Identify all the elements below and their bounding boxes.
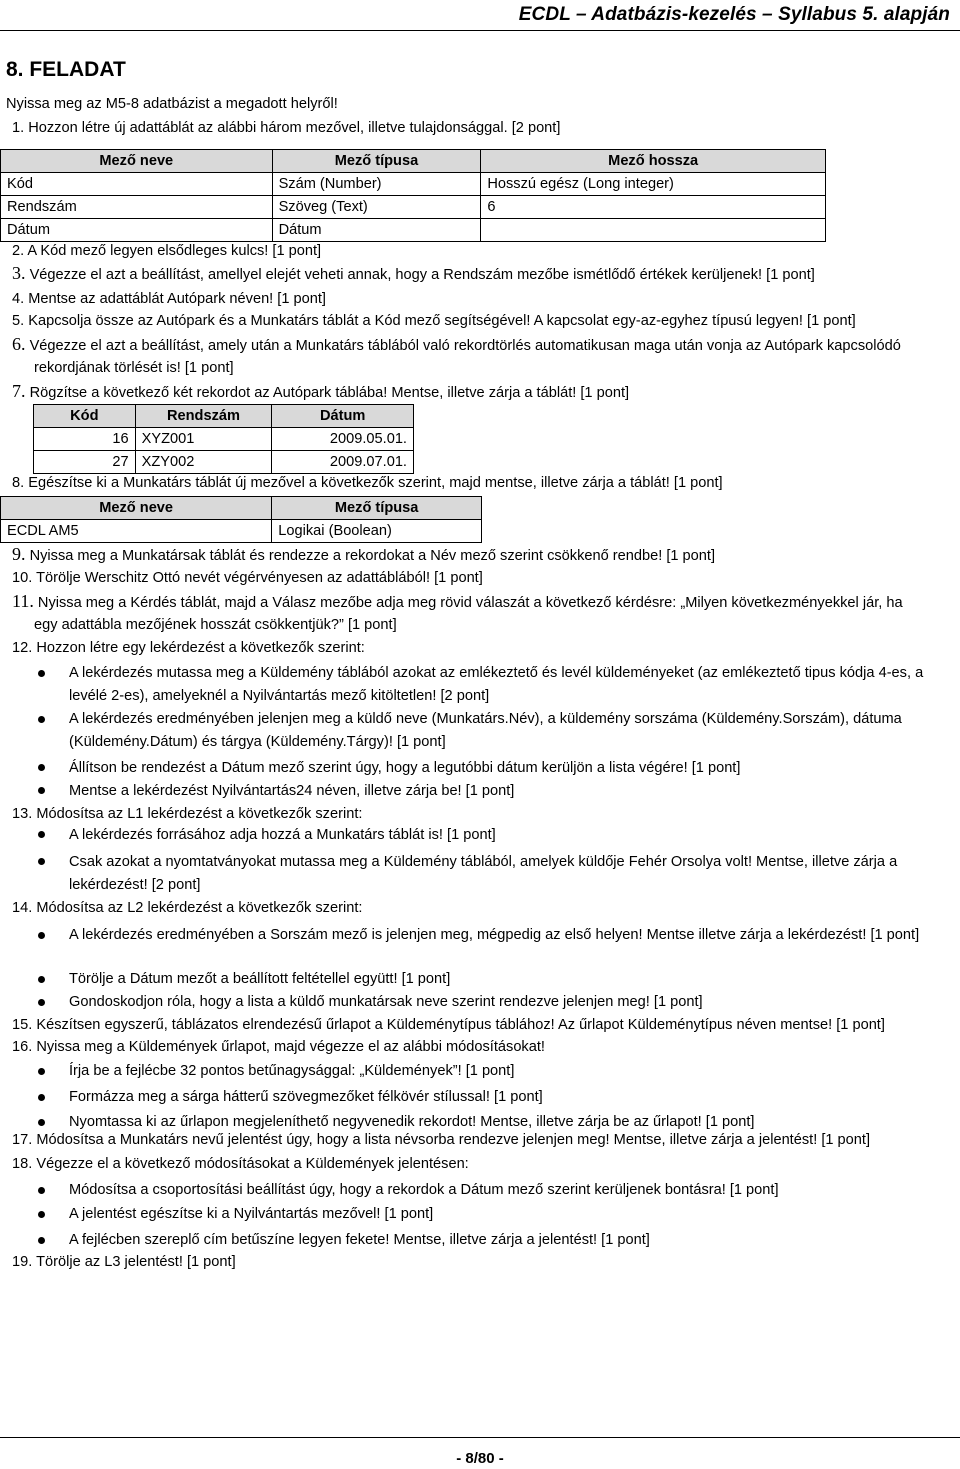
header-divider [0, 30, 960, 31]
item-13: 13. Módosítsa az L1 lekérdezést a következők szerint: [12, 806, 363, 822]
table-row [1, 196, 826, 219]
item-1: 1. Hozzon létre új adattáblát az alábbi három mezővel, illetve tulajdonsággal. [2 pont] [12, 120, 561, 136]
item-number: 9. [12, 544, 26, 564]
table-cell: Hosszú egész (Long integer) [481, 173, 826, 196]
bullet-icon [38, 999, 45, 1006]
item-14: 14. Módosítsa az L2 lekérdezést a következők szerint: [12, 900, 363, 916]
bullet-icon [38, 1187, 45, 1194]
page-number: - 8/80 - [456, 1450, 504, 1467]
bullet-text: A jelentést egészítse ki a Nyilvántartás mezővel! [1 pont] [69, 1206, 434, 1222]
bullet-text: Mentse a lekérdezést Nyilvántartás24 néven, illetve zárja be! [1 pont] [69, 783, 515, 799]
bullet-icon [38, 764, 45, 771]
bullet-text: Formázza meg a sárga hátterű szövegmezőket félkövér stílussal! [1 pont] [69, 1089, 543, 1105]
item-3 [12, 265, 815, 284]
item-8: 8. Egészítse ki a Munkatárs táblát új mezővel a következők szerint, majd mentse, illetve zárja a táblát! [1 pont] [12, 475, 723, 491]
item-text: Végezze el azt a beállítást, amellyel elejét veheti annak, hogy a Rendszám mezőbe ismétlődő értékek kerüljenek! [1 pont] [29, 267, 815, 283]
table-cell: 2009.07.01. [272, 451, 414, 474]
table-cell: 27 [34, 451, 136, 474]
item-text: Nyissa meg a Kérdés táblát, majd a Válasz mezőbe adja meg rövid válaszát a következő kérdésre: „Milyen következményekkel jár, ha [37, 595, 903, 611]
bullet-text: Gondoskodjon róla, hogy a lista a küldő munkatársak neve szerint rendezve jelenjen meg! [1 pont] [69, 994, 703, 1010]
table-header-cell: Mező neve [1, 150, 273, 173]
item-16: 16. Nyissa meg a Küldemények űrlapot, majd végezze el az alábbi módosításokat! [12, 1039, 545, 1055]
table-row [1, 520, 482, 543]
bullet-text: Írja be a fejlécbe 32 pontos betűnagysággal: „Küldemények”! [1 pont] [69, 1063, 515, 1079]
task-title: 8. FELADAT [6, 58, 126, 81]
table-cell: Kód [1, 173, 273, 196]
field-table [0, 149, 826, 242]
item-11 [12, 593, 903, 612]
table-header-cell: Mező hossza [481, 150, 826, 173]
footer-divider [0, 1437, 960, 1438]
table-cell: Szöveg (Text) [272, 196, 481, 219]
table-cell: XZY002 [135, 451, 272, 474]
table-cell: Dátum [272, 219, 481, 242]
intro-text: Nyissa meg az M5-8 adatbázist a megadott helyről! [6, 96, 338, 112]
table-header-cell: Rendszám [135, 405, 272, 428]
bullet-icon [38, 1237, 45, 1244]
table-row [34, 451, 414, 474]
item-2: 2. A Kód mező legyen elsődleges kulcs! [1 pont] [12, 243, 322, 259]
item-9 [12, 546, 715, 565]
item-15: 15. Készítsen egyszerű, táblázatos elrendezésű űrlapot a Küldeménytípus táblához! Az űrlapot Küldeménytípus néven mentse! [1 pont] [12, 1017, 885, 1033]
item-number: 11. [12, 591, 34, 611]
item-number: 6. [12, 334, 26, 354]
table-header-row [34, 405, 414, 428]
bullet-icon [38, 831, 45, 838]
table-header-cell: Mező típusa [272, 497, 482, 520]
bullet-text: Csak azokat a nyomtatványokat mutassa meg a Küldemény táblából, amelyek küldője Fehér Orsolya volt! Mentse, illetve zárja a lekérdezést! [2 pont] [69, 854, 898, 893]
table-header-row [1, 497, 482, 520]
table-cell: 6 [481, 196, 826, 219]
bullet-text: A lekérdezés forrásához adja hozzá a Munkatárs táblát is! [1 pont] [69, 827, 496, 843]
table-header-cell: Dátum [272, 405, 414, 428]
item-11-continuation: egy adattábla mezőjének hosszát csökkentjük?” [1 pont] [34, 617, 397, 633]
table-header-cell: Mező típusa [272, 150, 481, 173]
bullet-icon [38, 1119, 45, 1126]
record-table [33, 404, 414, 474]
table-header-cell: Mező neve [1, 497, 272, 520]
table-row [1, 219, 826, 242]
table-cell: 16 [34, 428, 136, 451]
item-18: 18. Végezze el a következő módosításokat a Küldemények jelentésen: [12, 1156, 469, 1172]
bullet-icon [38, 1211, 45, 1218]
item-7 [12, 383, 629, 402]
table-header-cell: Kód [34, 405, 136, 428]
bullet-icon [38, 858, 45, 865]
bullet-text: A fejlécben szereplő cím betűszíne legyen fekete! Mentse, illetve zárja a jelentést! [1 pont] [69, 1232, 650, 1248]
bullet-icon [38, 787, 45, 794]
item-text: Nyissa meg a Munkatársak táblát és rendezze a rekordokat a Név mező szerint csökkenő rendbe! [1 pont] [29, 548, 716, 564]
item-number: 3. [12, 263, 26, 283]
bullet-icon [38, 1094, 45, 1101]
item-number: 7. [12, 381, 26, 401]
table-cell: Rendszám [1, 196, 273, 219]
bullet-text: Módosítsa a csoportosítási beállítást úgy, hogy a rekordok a Dátum mező szerint kerüljenek bontásra! [1 pont] [69, 1182, 779, 1198]
item-4: 4. Mentse az adattáblát Autópark néven! [1 pont] [12, 291, 326, 307]
table-header-row [1, 150, 826, 173]
table-cell: Szám (Number) [272, 173, 481, 196]
bullet-text: Törölje a Dátum mezőt a beállított feltétellel együtt! [1 pont] [69, 971, 451, 987]
item-6-continuation: rekordjának törlését is! [1 pont] [34, 360, 234, 376]
item-10: 10. Törölje Werschitz Ottó nevét végérvényesen az adattáblából! [1 pont] [12, 570, 483, 586]
item-5: 5. Kapcsolja össze az Autópark és a Munkatárs táblát a Kód mező segítségével! A kapcsolat egy-az-egyhez típusú legyen! [1 pont] [12, 313, 856, 329]
bullet-text: A lekérdezés eredményében a Sorszám mező is jelenjen meg, mégpedig az első helyen! Mentse illetve zárja a lekérdezést! [1 pont] [69, 927, 920, 943]
bullet-icon [38, 932, 45, 939]
table-cell: Dátum [1, 219, 273, 242]
bullet-text: Nyomtassa ki az űrlapon megjeleníthető negyvenedik rekordot! Mentse, illetve zárja be az űrlapot! [1 pont] [69, 1114, 755, 1130]
item-12: 12. Hozzon létre egy lekérdezést a következők szerint: [12, 640, 365, 656]
table-cell: ECDL AM5 [1, 520, 272, 543]
bullet-text: Állítson be rendezést a Dátum mező szerint úgy, hogy a legutóbbi dátum kerüljön a lista végére! [1 pont] [69, 760, 741, 776]
document-header: ECDL – Adatbázis-kezelés – Syllabus 5. alapján [518, 4, 950, 25]
bullet-icon [38, 716, 45, 723]
item-text: Rögzítse a következő két rekordot az Autópark táblába! Mentse, illetve zárja a táblát! [1 pont] [29, 385, 630, 401]
table-row [34, 428, 414, 451]
item-19: 19. Törölje az L3 jelentést! [1 pont] [12, 1254, 236, 1270]
item-6 [12, 336, 901, 355]
table-cell: Logikai (Boolean) [272, 520, 482, 543]
bullet-icon [38, 670, 45, 677]
item-text: Végezze el azt a beállítást, amely után a Munkatárs táblából való rekordtörlés automatikusan maga után vonja az Autópark kapcsolódó [29, 338, 901, 354]
table-cell: 2009.05.01. [272, 428, 414, 451]
bullet-icon [38, 976, 45, 983]
table-cell [481, 219, 826, 242]
bullet-icon [38, 1068, 45, 1075]
new-field-table [0, 496, 482, 543]
item-17: 17. Módosítsa a Munkatárs nevű jelentést úgy, hogy a lista névsorba rendezve jelenjen meg! Mentse, illetve zárja a jelentést! [1 pont] [12, 1132, 871, 1148]
table-cell: XYZ001 [135, 428, 272, 451]
bullet-text: A lekérdezés eredményében jelenjen meg a küldő neve (Munkatárs.Név), a küldemény sorszáma (Küldemény.Sorszám), dátuma (Küldemény.Dátum) és tárgya (Küldemény.Tárgy)! [1 pont] [69, 711, 902, 750]
bullet-text: A lekérdezés mutassa meg a Küldemény táblából azokat az emlékeztető és levél küldeményeket (az emlékeztető tipus kódja 4-es, a levélé 2-es), amelyeknél a Nyilvántartás mező kitöltetlen! [2 pont] [69, 665, 924, 704]
table-row [1, 173, 826, 196]
